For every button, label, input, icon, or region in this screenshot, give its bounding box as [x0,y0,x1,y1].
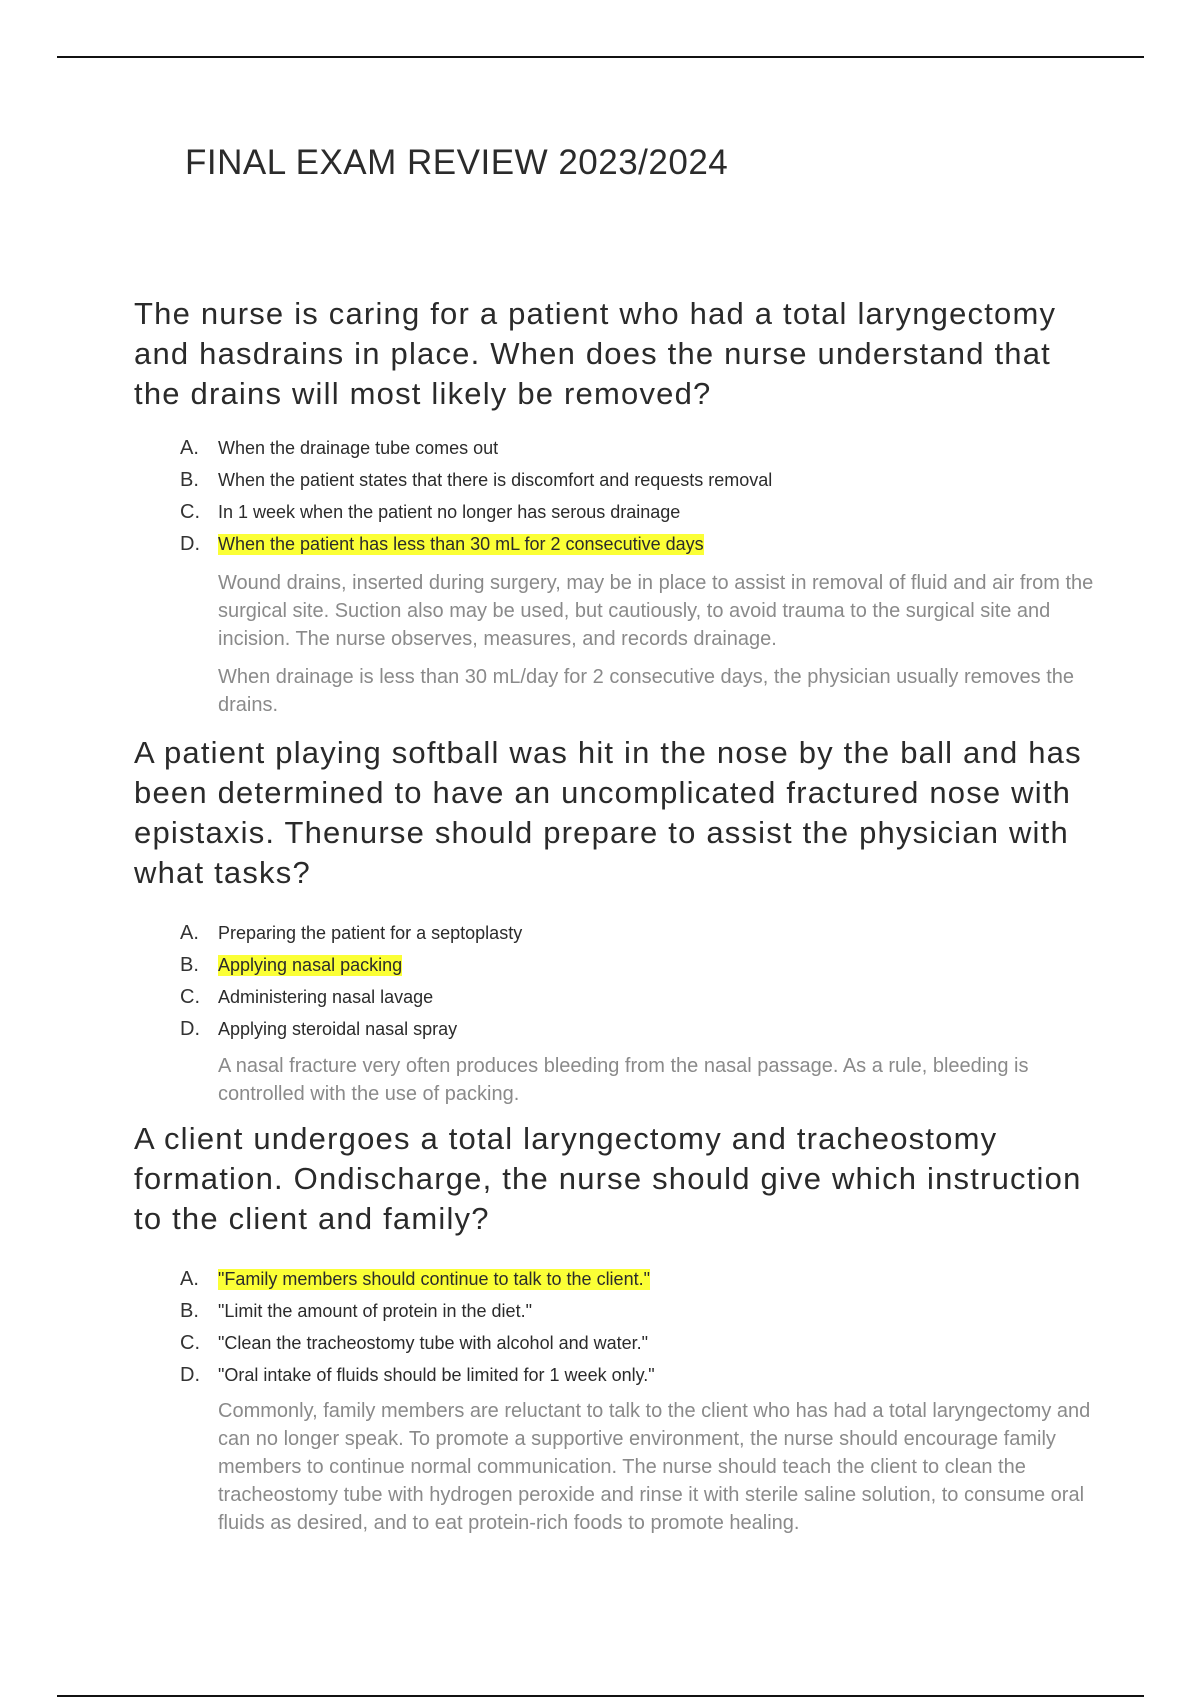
question-3-option-b [180,1295,655,1327]
question-2-option-d [180,1013,522,1045]
question-3-option-c [180,1327,655,1359]
top-rule [57,56,1144,58]
question-3-options [180,1263,655,1391]
option-text: Applying steroidal nasal spray [218,1018,458,1039]
option-text: "Limit the amount of protein in the diet." [218,1300,532,1321]
highlighted-answer: Applying nasal packing [218,954,403,975]
question-3-option-a [180,1263,655,1295]
option-text: When the patient states that there is discomfort and requests removal [218,469,773,490]
option-text: Administering nasal lavage [218,986,434,1007]
option-text: In 1 week when the patient no longer has serous drainage [218,501,681,522]
option-text: "Clean the tracheostomy tube with alcohol and water." [218,1332,649,1353]
question-1-rationale: Wound drains, inserted during surgery, may be in place to assist in removal of fluid and air from the surgical site. Suction also may be used, but cautiously, to avoid trauma to the surgical site and incision. The nurse observes, measures, and records drainage. [218,572,1094,650]
question-1-rationale-2: When drainage is less than 30 mL/day for 2 consecutive days, the physician usually removes the drains. [218,666,1075,716]
question-1-option-a [180,432,772,464]
option-text: "Oral intake of fluids should be limited for 1 week only." [218,1364,655,1385]
question-3: A client undergoes a total laryngectomy and tracheostomy formation. Ondischarge, the nurse should give which instruction to the client and family? [134,1121,1082,1236]
option-letter: A. [180,921,199,944]
option-letter: D. [180,1363,200,1386]
question-2-option-c [180,981,522,1013]
question-2: A patient playing softball was hit in the nose by the ball and has been determined to have an uncomplicated fractured nose with epistaxis. Thenurse should prepare to assist the physician with what tasks? [134,735,1082,890]
question-2-option-a [180,917,522,949]
question-1-option-b [180,464,772,496]
option-letter: C. [180,1331,200,1354]
question-1-option-c [180,496,772,528]
question-1-option-d [180,528,772,560]
question-2-rationale: A nasal fracture very often produces bleeding from the nasal passage. As a rule, bleeding is controlled with the use of packing. [218,1055,1029,1105]
question-3-rationale: Commonly, family members are reluctant to talk to the client who has had a total laryngectomy and can no longer speak. To promote a supportive environment, the nurse should encourage family members to continue normal communication. The nurse should teach the client to clean the tracheostomy tube with hydrogen peroxide and rinse it with sterile saline solution, to consume oral fluids as desired, and to eat protein-rich foods to promote healing. [218,1400,1091,1534]
question-1-options [180,432,772,560]
option-letter: B. [180,953,199,976]
highlighted-answer: "Family members should continue to talk to the client." [218,1268,650,1289]
bottom-rule [57,1695,1144,1697]
question-1: The nurse is caring for a patient who had a total laryngectomy and hasdrains in place. When does the nurse understand that the drains will most likely be removed? [134,296,1057,411]
option-letter: C. [180,985,200,1008]
option-letter: A. [180,436,199,459]
question-2-option-b [180,949,522,981]
option-text: When the drainage tube comes out [218,437,499,458]
option-letter: B. [180,1299,199,1322]
option-letter: D. [180,532,200,555]
option-letter: B. [180,468,199,491]
highlighted-answer: When the patient has less than 30 mL for 2 consecutive days [218,533,704,554]
option-text: Preparing the patient for a septoplasty [218,922,523,943]
question-2-options [180,917,522,1045]
option-letter: A. [180,1267,199,1290]
question-3-option-d [180,1359,655,1391]
document-title: FINAL EXAM REVIEW 2023/2024 [185,143,729,182]
option-letter: D. [180,1017,200,1040]
option-letter: C. [180,500,200,523]
